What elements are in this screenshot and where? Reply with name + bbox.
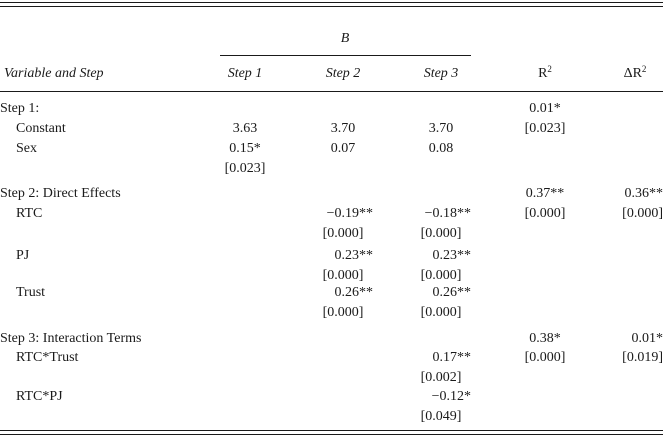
cell-pvalue: [0.000] (420, 305, 462, 320)
cell-value: 0.26** (432, 285, 471, 300)
cell-pvalue: [0.000] (420, 268, 462, 283)
cell-value: 0.23** (334, 248, 373, 263)
cell-value: 3.70 (428, 121, 454, 136)
cell-value: 0.08 (428, 141, 454, 156)
cell-value: 0.15* (229, 141, 261, 156)
header-rule (0, 91, 663, 92)
cell-pvalue: [0.000] (420, 226, 462, 241)
b-group-label: B (340, 31, 350, 46)
row-label: Trust (16, 285, 46, 300)
row-label: Constant (16, 121, 66, 136)
cell-value: 0.07 (330, 141, 356, 156)
row-label: Sex (16, 141, 37, 156)
r2-header: $R^2$ (538, 64, 552, 81)
cell-pvalue: [0.000] (322, 268, 364, 283)
r2-value: 0.38* (529, 331, 561, 346)
delta-r2-value: 0.01* (631, 331, 663, 346)
cell-pvalue: [0.002] (420, 370, 462, 385)
r2-value: 0.01* (529, 101, 561, 116)
cell-value: 0.23** (432, 248, 471, 263)
cell-pvalue: [0.023] (224, 161, 266, 176)
delta-r2-header: $\Delta R^2$ (623, 64, 647, 81)
row-label: RTC (16, 206, 43, 221)
r2-value: 0.37** (525, 186, 565, 201)
cell-pvalue: [0.000] (322, 305, 364, 320)
section-title: Step 1: (0, 101, 40, 116)
delta-r2-pvalue: [0.019] (622, 350, 663, 365)
row-label: PJ (16, 248, 30, 263)
bottom-rule-2 (0, 434, 663, 435)
cell-value: 3.70 (330, 121, 356, 136)
delta-r2-value: 0.36** (624, 186, 663, 201)
top-rule (0, 2, 663, 3)
cell-pvalue: [0.000] (322, 226, 364, 241)
row-label: RTC*PJ (16, 389, 63, 404)
cell-value: −0.12* (431, 389, 471, 404)
step2-header: Step 2 (325, 66, 361, 81)
r2-pvalue: [0.000] (524, 206, 566, 221)
cell-value: 0.17** (432, 350, 471, 365)
b-group-rule (220, 55, 471, 56)
step1-header: Step 1 (227, 66, 263, 81)
delta-r2-pvalue: [0.000] (622, 206, 663, 221)
step3-header: Step 3 (423, 66, 459, 81)
cell-pvalue: [0.049] (420, 409, 462, 424)
cell-value: 3.63 (232, 121, 258, 136)
cell-value: 0.26** (334, 285, 373, 300)
top-rule-2 (0, 6, 663, 7)
variable-step-header: Variable and Step (4, 66, 104, 81)
section-title: Step 3: Interaction Terms (0, 331, 142, 346)
section-title: Step 2: Direct Effects (0, 186, 121, 201)
cell-value: −0.18** (424, 206, 471, 221)
r2-pvalue: [0.023] (524, 121, 566, 136)
cell-value: −0.19** (326, 206, 373, 221)
row-label: RTC*Trust (16, 350, 79, 365)
r2-pvalue: [0.000] (524, 350, 566, 365)
bottom-rule (0, 430, 663, 431)
